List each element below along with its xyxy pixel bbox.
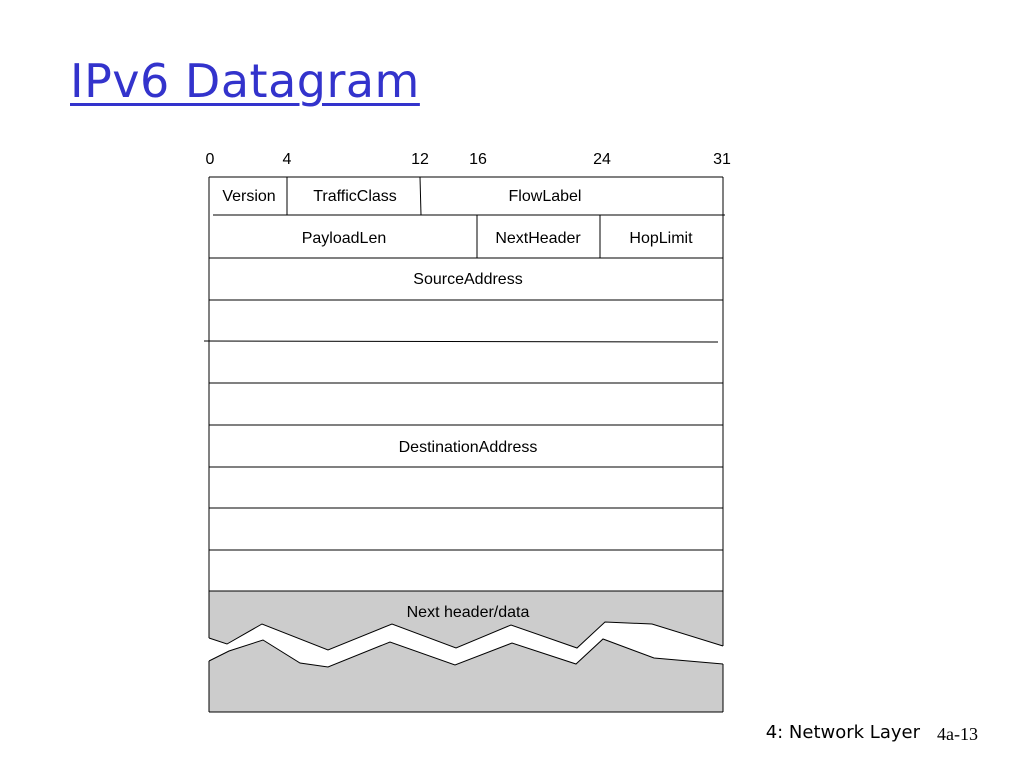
footer-slide-number: 4a-13	[937, 724, 978, 744]
bit-position-12: 12	[411, 151, 429, 168]
field-hop-limit: HopLimit	[629, 230, 693, 247]
field-payload-len: PayloadLen	[301, 230, 387, 247]
bit-position-0: 0	[205, 151, 215, 168]
divider-trafficclass-flowlabel	[420, 177, 421, 215]
payload-region-bottom	[209, 639, 723, 712]
field-next-header-data: Next header/data	[406, 604, 530, 621]
slide-title: IPv6 Datagram	[70, 54, 420, 108]
bit-position-24: 24	[593, 151, 611, 168]
row-separator-4	[204, 341, 718, 342]
footer-chapter: 4: Network Layer	[765, 722, 920, 743]
bit-position-31: 31	[713, 151, 731, 168]
field-destination-address: DestinationAddress	[398, 439, 538, 456]
field-version: Version	[222, 188, 276, 205]
field-traffic-class: TrafficClass	[313, 188, 397, 205]
bit-position-4: 4	[282, 151, 292, 168]
field-next-header: NextHeader	[495, 230, 581, 247]
bit-position-16: 16	[469, 151, 487, 168]
field-flow-label: FlowLabel	[508, 188, 582, 205]
field-source-address: SourceAddress	[413, 271, 523, 288]
